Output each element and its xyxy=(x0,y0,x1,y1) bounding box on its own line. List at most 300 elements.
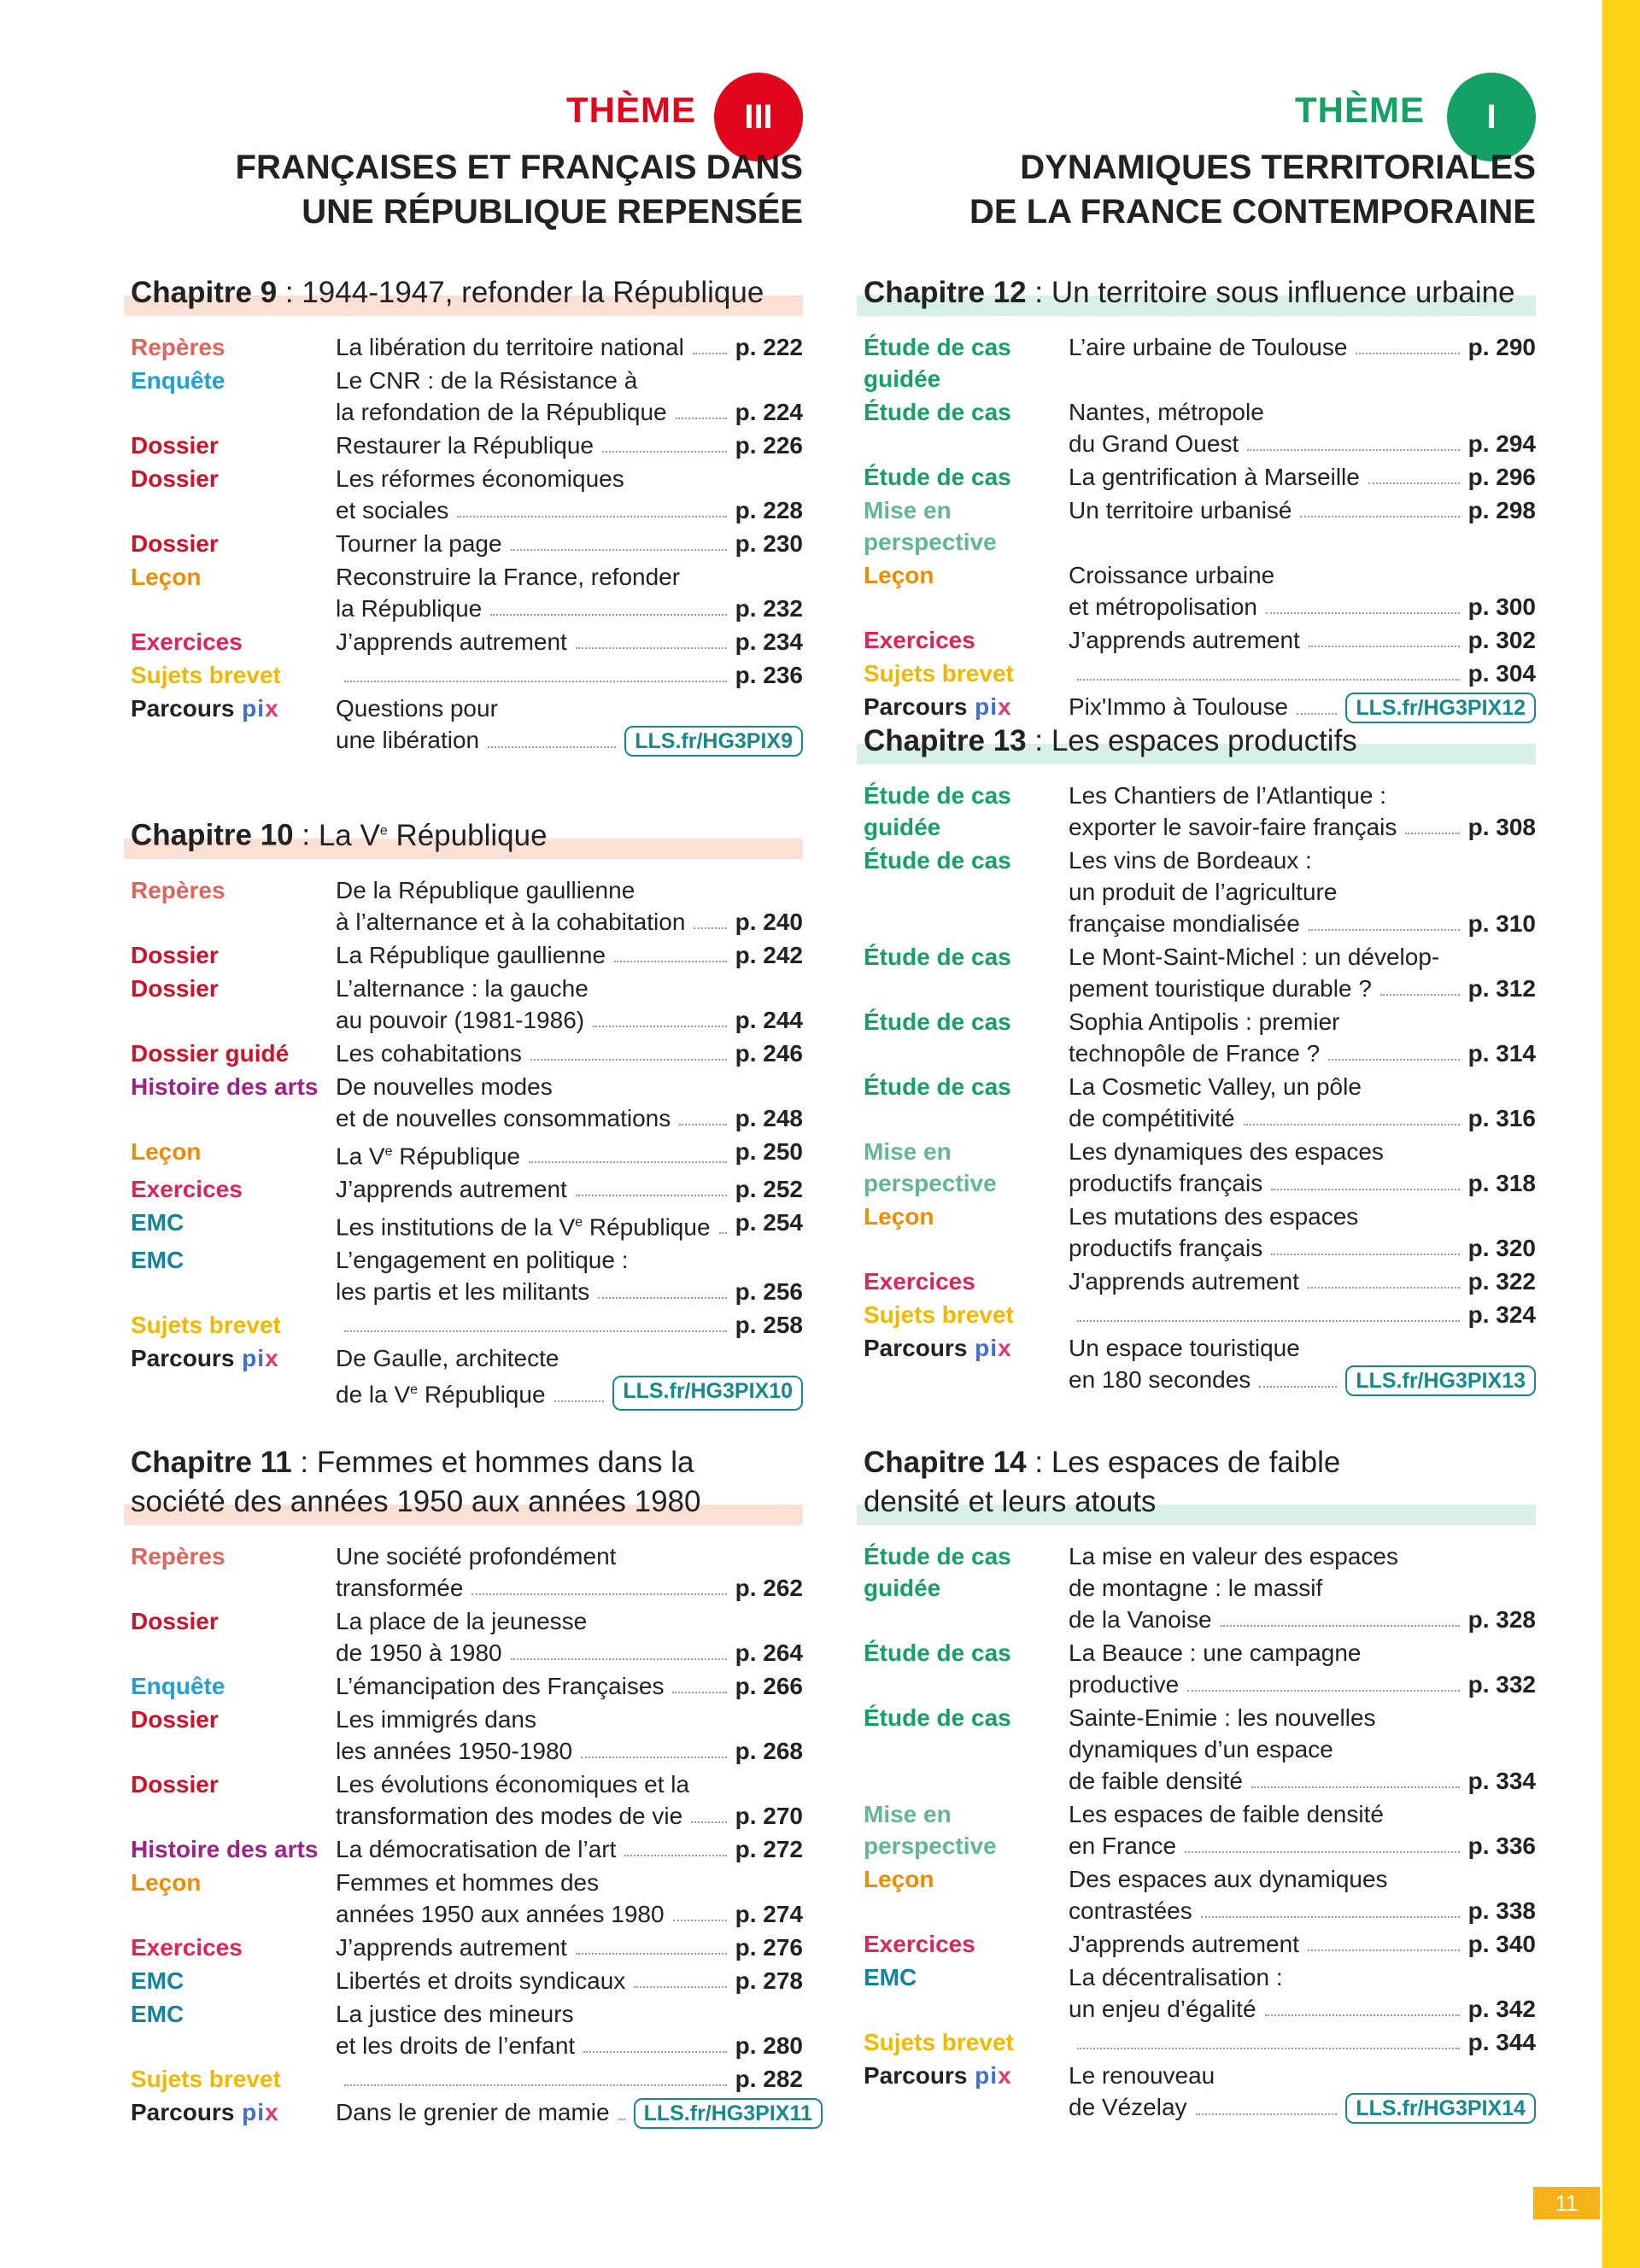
entry-text: Une société profondément xyxy=(336,1543,617,1569)
entry-body xyxy=(336,365,803,428)
page-ref[interactable]: p. 332 xyxy=(1467,1671,1536,1698)
entry-text: au pouvoir (1981-1986) xyxy=(336,1006,585,1033)
toc-entry xyxy=(857,396,1536,459)
entry-line xyxy=(336,1998,803,2030)
entry-category: Enquête xyxy=(131,1673,226,1699)
page-ref[interactable]: p. 242 xyxy=(735,941,803,968)
entry-body xyxy=(1069,1299,1536,1330)
page-ref[interactable]: p. 344 xyxy=(1467,2029,1536,2055)
page-ref[interactable]: p. 224 xyxy=(735,399,803,425)
entry-line xyxy=(1069,1669,1536,1700)
entry-body xyxy=(1069,845,1536,939)
chapter-separator: : xyxy=(1026,276,1051,309)
chapter-separator: : xyxy=(293,818,319,852)
entry-line xyxy=(1069,461,1536,493)
entry-text: La Cosmetic Valley, un pôle xyxy=(1069,1073,1362,1100)
column-theme-iii xyxy=(124,0,812,2125)
chapter-title xyxy=(124,273,803,313)
entry-line xyxy=(1069,1604,1536,1635)
toc-entry xyxy=(124,1540,803,1604)
chapter-number: Chapitre 12 xyxy=(864,276,1027,309)
entry-line xyxy=(1069,1006,1536,1038)
page-ref[interactable]: p. 222 xyxy=(735,334,803,360)
toc-entry xyxy=(124,1309,803,1341)
dot-leader xyxy=(581,1735,726,1758)
entry-line xyxy=(1069,811,1536,843)
page-ref[interactable]: p. 234 xyxy=(735,628,803,655)
page-ref[interactable]: p. 262 xyxy=(735,1575,803,1601)
toc-entry xyxy=(124,1173,803,1205)
theme-title xyxy=(857,145,1536,234)
entry-category: Étude de cas xyxy=(864,1008,1011,1035)
chapter-separator: : xyxy=(291,1446,317,1479)
chapter-title-line xyxy=(864,273,1529,313)
pix-link[interactable]: LLS.fr/HG3PIX11 xyxy=(634,2098,823,2129)
entry-text: Les institutions de la Ve République xyxy=(336,1213,711,1241)
entry-category: Étude de cas xyxy=(864,847,1011,874)
toc-entry-list xyxy=(124,1540,812,2129)
entry-text: de montagne : le massif xyxy=(1069,1575,1323,1601)
dot-leader xyxy=(602,430,727,453)
entry-text: du Grand Ouest xyxy=(1069,430,1239,457)
dot-leader xyxy=(691,1800,726,1823)
toc-entry xyxy=(124,1038,803,1069)
entry-line xyxy=(1069,1928,1536,1960)
entry-category: Étude de cas xyxy=(864,1640,1011,1666)
chapter-separator: : xyxy=(277,276,302,309)
toc-entry xyxy=(124,430,803,461)
entry-category: Exercices xyxy=(131,1175,243,1202)
entry-body xyxy=(336,1670,803,1702)
entry-text: Un territoire urbanisé xyxy=(1069,497,1292,523)
entry-text: productive xyxy=(1069,1671,1180,1698)
entry-line xyxy=(336,626,803,658)
dot-leader xyxy=(511,1637,727,1660)
entry-text: la République xyxy=(336,595,483,622)
toc-entry xyxy=(857,2026,1536,2058)
entry-line xyxy=(336,331,803,363)
entry-category: Repères xyxy=(131,1543,226,1569)
chapter-number: Chapitre 13 xyxy=(864,724,1027,757)
page-ref[interactable]: p. 298 xyxy=(1467,497,1536,523)
entry-line xyxy=(336,1276,803,1307)
toc-entry xyxy=(857,1266,1536,1297)
entry-text: L’aire urbaine de Toulouse xyxy=(1069,334,1348,360)
entry-text: Sainte-Enimie : les nouvelles xyxy=(1069,1704,1376,1731)
chapter-title xyxy=(857,273,1536,313)
entry-text: en 180 secondes xyxy=(1069,1366,1251,1393)
entry-line xyxy=(336,1932,803,1963)
chapter-title-line xyxy=(864,1482,1529,1522)
page-ref[interactable]: p. 314 xyxy=(1467,1040,1536,1067)
entry-text: J'apprends autrement xyxy=(1069,1268,1299,1295)
entry-line xyxy=(336,659,803,691)
page-ref[interactable]: p. 258 xyxy=(735,1312,803,1339)
page-ref[interactable]: p. 340 xyxy=(1467,1931,1536,1957)
entry-body xyxy=(336,1965,803,1996)
entry-text: de la Ve République xyxy=(336,1381,546,1408)
page-ref[interactable]: p. 256 xyxy=(735,1278,803,1306)
pix-link[interactable]: LLS.fr/HG3PIX13 xyxy=(1345,1365,1536,1396)
page-ref[interactable]: p. 246 xyxy=(735,1039,803,1067)
entry-line xyxy=(336,1309,803,1341)
entry-body xyxy=(1069,331,1536,395)
toc-entry xyxy=(857,1136,1536,1199)
entry-line xyxy=(1069,331,1536,363)
entry-body xyxy=(336,2096,823,2129)
entry-text: J’apprends autrement xyxy=(336,628,567,655)
chapter-block xyxy=(124,1443,812,2131)
page-ref[interactable]: p. 274 xyxy=(735,1901,803,1927)
dot-leader xyxy=(344,659,727,682)
entry-line xyxy=(336,1867,803,1898)
entry-body xyxy=(336,1173,803,1205)
page-ref[interactable]: p. 300 xyxy=(1467,593,1536,620)
entry-category: Leçon xyxy=(864,562,934,588)
entry-text: Les évolutions économiques et la xyxy=(336,1771,690,1797)
entry-text: L’alternance : la gauche xyxy=(336,974,589,1002)
page-ref[interactable]: p. 296 xyxy=(1467,464,1536,490)
theme-header xyxy=(124,0,803,256)
toc-entry xyxy=(124,1244,803,1307)
entry-body xyxy=(1069,780,1536,843)
entry-text: La Beauce : une campagne xyxy=(1069,1640,1362,1666)
chapter-title-line xyxy=(131,273,796,313)
entry-body xyxy=(1069,1928,1536,1960)
pix-link[interactable]: LLS.fr/HG3PIX10 xyxy=(612,1376,803,1410)
page-ref[interactable]: p. 318 xyxy=(1467,1170,1536,1196)
page-ref[interactable]: p. 240 xyxy=(735,908,803,935)
dot-leader xyxy=(1368,461,1460,484)
page-ref[interactable]: p. 316 xyxy=(1467,1105,1536,1131)
toc-entry xyxy=(124,1768,803,1832)
dot-leader xyxy=(1251,1765,1460,1788)
pix-link[interactable]: LLS.fr/HG3PIX9 xyxy=(624,726,803,757)
entry-body xyxy=(336,430,803,461)
dot-leader xyxy=(472,1572,726,1595)
entry-line xyxy=(336,1637,803,1669)
toc-entry xyxy=(124,331,803,363)
page-ref[interactable]: p. 270 xyxy=(735,1803,803,1829)
dot-leader xyxy=(1308,1266,1460,1289)
toc-entry xyxy=(857,331,1536,395)
page-ref[interactable]: p. 342 xyxy=(1467,1996,1536,2022)
entry-text: transformée xyxy=(336,1575,464,1601)
dot-leader xyxy=(1196,2091,1338,2115)
dot-leader xyxy=(673,1898,727,1921)
pix-link[interactable]: LLS.fr/HG3PIX14 xyxy=(1345,2093,1536,2124)
entry-text: les années 1950-1980 xyxy=(336,1738,573,1764)
entry-line xyxy=(336,1038,803,1069)
entry-category: Dossier xyxy=(131,465,219,492)
entry-line xyxy=(336,528,803,559)
toc-entry xyxy=(857,941,1536,1004)
dot-leader xyxy=(576,1932,727,1955)
page-ref[interactable]: p. 244 xyxy=(735,1006,803,1033)
entry-body xyxy=(336,626,803,658)
entry-line xyxy=(1069,845,1536,876)
dot-leader xyxy=(1244,1102,1460,1125)
dot-leader xyxy=(1185,1830,1460,1853)
entry-body xyxy=(336,1867,803,1930)
page-ref[interactable]: p. 276 xyxy=(735,1934,803,1961)
entry-text: de Vézelay xyxy=(1069,2094,1187,2120)
toc-entry xyxy=(857,691,1536,723)
parcours-label: Parcours xyxy=(131,1345,235,1372)
parcours-label: Parcours xyxy=(131,695,235,722)
toc-entry xyxy=(124,939,803,971)
theme-title-line: FRANÇAISES ET FRANÇAIS DANS xyxy=(235,149,803,186)
entry-text: La Ve République xyxy=(336,1142,520,1169)
entry-category: EMC xyxy=(131,1967,184,1994)
page-ref[interactable]: p. 282 xyxy=(735,2066,803,2092)
page-ref[interactable]: p. 252 xyxy=(735,1175,803,1202)
entry-text: les partis et les militants xyxy=(336,1278,590,1306)
entry-text: technopôle de France ? xyxy=(1069,1040,1321,1067)
entry-text: productifs français xyxy=(1069,1235,1263,1261)
toc-entry-list xyxy=(124,874,803,1411)
chapter-number: Chapitre 9 xyxy=(131,276,278,309)
chapter-title-text: La Ve République xyxy=(318,818,548,852)
entry-text: Pix'Immo à Toulouse xyxy=(1069,693,1288,720)
page-ref[interactable]: p. 336 xyxy=(1467,1833,1536,1859)
dot-leader xyxy=(1187,1669,1459,1692)
entry-category: Sujets brevet xyxy=(864,660,1014,687)
entry-line xyxy=(336,724,803,757)
entry-text: une libération xyxy=(336,727,480,753)
page-ref[interactable]: p. 266 xyxy=(735,1673,803,1699)
toc-entry xyxy=(124,1136,803,1172)
entry-text: française mondialisée xyxy=(1069,910,1300,937)
entry-line xyxy=(336,2063,803,2095)
page-ref[interactable]: p. 280 xyxy=(735,2032,803,2059)
entry-text: Femmes et hommes des xyxy=(336,1869,600,1896)
entry-line xyxy=(336,973,803,1004)
dot-leader xyxy=(490,593,726,616)
dot-leader xyxy=(583,2030,726,2053)
entry-body xyxy=(336,973,803,1036)
toc-entry xyxy=(857,1702,1536,1797)
page-ref[interactable]: p. 328 xyxy=(1467,1606,1536,1633)
pix-logo: pix xyxy=(234,695,279,722)
entry-text: Le CNR : de la Résistance à xyxy=(336,367,638,394)
entry-category: Exercices xyxy=(864,1931,975,1957)
theme-number-badge: I xyxy=(1447,73,1536,161)
toc-entry xyxy=(857,1798,1536,1862)
entry-text: un produit de l’agriculture xyxy=(1069,879,1338,905)
toc-entry-list xyxy=(857,1540,1536,2124)
toc-entry xyxy=(124,1704,803,1767)
page-ref[interactable]: p. 324 xyxy=(1467,1301,1536,1328)
dot-leader xyxy=(676,396,727,419)
chapter-title-text: Femmes et hommes dans la xyxy=(316,1446,694,1479)
dot-leader xyxy=(1297,691,1337,715)
dot-leader xyxy=(457,494,726,517)
entry-body xyxy=(336,1768,803,1832)
toc-entry xyxy=(857,559,1536,623)
entry-text: De Gaulle, architecte xyxy=(336,1345,559,1372)
page-ref[interactable]: p. 308 xyxy=(1467,814,1536,840)
toc-entry xyxy=(124,626,803,658)
page-ref[interactable]: p. 232 xyxy=(735,595,803,622)
page-ref[interactable]: p. 226 xyxy=(735,432,803,459)
page-ref[interactable]: p. 228 xyxy=(735,497,803,523)
entry-line xyxy=(1069,1232,1536,1264)
page-ref[interactable]: p. 320 xyxy=(1467,1235,1536,1261)
entry-line xyxy=(336,906,803,938)
entry-line xyxy=(336,593,803,624)
dot-leader xyxy=(576,626,727,649)
chapter-title-text: 1944-1947, refonder la République xyxy=(302,276,764,309)
page-ref[interactable]: p. 236 xyxy=(735,662,803,688)
entry-body xyxy=(1069,1332,1536,1396)
toc-entry xyxy=(124,1207,803,1242)
toc-entry xyxy=(857,1961,1536,2025)
entry-text: Le renouveau xyxy=(1069,2062,1215,2089)
toc-entry xyxy=(857,1863,1536,1926)
entry-category: Leçon xyxy=(131,564,202,590)
entry-category xyxy=(857,691,1069,723)
entry-category xyxy=(124,693,336,757)
toc-entry xyxy=(124,659,803,691)
page-ref[interactable]: p. 290 xyxy=(1467,334,1536,360)
entry-text: Les Chantiers de l’Atlantique : xyxy=(1069,782,1386,809)
entry-category: Sujets brevet xyxy=(864,1301,1014,1328)
toc-entry xyxy=(857,2060,1536,2124)
entry-category: EMC xyxy=(131,1247,184,1274)
page-ref[interactable]: p. 248 xyxy=(735,1104,803,1131)
entry-line xyxy=(336,1004,803,1036)
toc-entry xyxy=(124,1932,803,1963)
entry-text: J’apprends autrement xyxy=(336,1175,567,1202)
entry-line xyxy=(336,1071,803,1102)
dot-leader xyxy=(488,724,616,748)
entry-body xyxy=(1069,691,1536,723)
entry-line xyxy=(1069,1830,1536,1862)
page-ref[interactable]: p. 304 xyxy=(1467,660,1536,687)
entry-line xyxy=(1069,2091,1536,2124)
entry-line xyxy=(336,1605,803,1637)
entry-category: Étude de cas xyxy=(864,1704,1011,1731)
entry-line xyxy=(1069,1201,1536,1232)
entry-line xyxy=(1069,1332,1536,1364)
page-ref[interactable]: p. 312 xyxy=(1467,975,1536,1002)
entry-line xyxy=(336,1136,803,1172)
entry-category: Enquête xyxy=(131,367,226,394)
pix-logo: pix xyxy=(967,1335,1012,1361)
entry-text: transformation des modes de vie xyxy=(336,1803,683,1829)
entry-body xyxy=(336,1998,803,2061)
pix-logo: pix xyxy=(234,2099,279,2125)
page-ref[interactable]: p. 334 xyxy=(1467,1768,1536,1794)
entry-body xyxy=(336,2063,803,2095)
dot-leader xyxy=(1201,1895,1460,1918)
entry-body xyxy=(1069,941,1536,1004)
chapter-title-line xyxy=(864,722,1529,761)
entry-body xyxy=(336,1342,803,1410)
dot-leader xyxy=(1300,494,1459,517)
chapter-number: Chapitre 10 xyxy=(131,818,294,852)
entry-category: Repères xyxy=(131,876,226,903)
theme-title-line: DYNAMIQUES TERRITORIALES xyxy=(1020,149,1536,186)
toc-entry xyxy=(857,780,1536,843)
entry-line xyxy=(336,2030,803,2061)
entry-category xyxy=(124,2096,336,2129)
entry-category: Étude de cas xyxy=(864,464,1011,490)
chapter-block xyxy=(124,811,803,1412)
entry-text: Les réformes économiques xyxy=(336,465,624,492)
dot-leader xyxy=(1265,1993,1460,2016)
entry-category: Histoire des arts xyxy=(131,1836,319,1862)
entry-category: Étude de cas guidée xyxy=(864,782,1011,840)
entry-line xyxy=(336,1800,803,1832)
entry-category: Leçon xyxy=(864,1866,934,1892)
entry-body xyxy=(336,1932,803,1963)
page-ref[interactable]: p. 294 xyxy=(1467,430,1536,457)
page-ref[interactable]: p. 268 xyxy=(735,1738,803,1764)
entry-text: J’apprends autrement xyxy=(1069,627,1300,653)
page-ref[interactable]: p. 230 xyxy=(735,530,803,557)
page-ref[interactable]: p. 250 xyxy=(735,1137,803,1165)
dot-leader xyxy=(618,2096,625,2120)
entry-category: Mise en perspective xyxy=(864,1801,997,1859)
page-ref[interactable]: p. 310 xyxy=(1467,910,1536,937)
entry-body xyxy=(336,1833,803,1865)
page-ref[interactable]: p. 272 xyxy=(735,1836,803,1862)
entry-text: Reconstruire la France, refonder xyxy=(336,564,681,590)
page-ref[interactable]: p. 322 xyxy=(1467,1268,1536,1295)
dot-leader xyxy=(593,1004,727,1027)
chapter-number: Chapitre 14 xyxy=(864,1446,1027,1479)
entry-body xyxy=(1069,624,1536,656)
dot-leader xyxy=(693,331,727,354)
toc-entry xyxy=(124,874,803,938)
entry-body xyxy=(336,463,803,526)
chapter-title-line xyxy=(131,811,796,856)
chapter-title xyxy=(124,1443,803,1522)
dot-leader xyxy=(1221,1604,1460,1627)
toc-entry-list xyxy=(124,331,803,757)
page-ref[interactable]: p. 278 xyxy=(735,1967,803,1994)
pix-link[interactable]: LLS.fr/HG3PIX12 xyxy=(1345,693,1536,723)
entry-body xyxy=(1069,1136,1536,1199)
dot-leader xyxy=(1077,658,1460,681)
dot-leader xyxy=(344,1309,727,1332)
entry-body xyxy=(1069,1798,1536,1862)
theme-title-line: UNE RÉPUBLIQUE REPENSÉE xyxy=(302,193,803,231)
entry-line xyxy=(336,1833,803,1865)
entry-line xyxy=(336,1173,803,1205)
page-ref[interactable]: p. 302 xyxy=(1467,627,1536,653)
entry-text: de compétitivité xyxy=(1069,1105,1235,1131)
entry-line xyxy=(1069,1798,1536,1830)
entry-body xyxy=(1069,494,1536,558)
entry-category: Étude de cas xyxy=(864,399,1011,425)
dot-leader xyxy=(679,1102,726,1125)
page-ref[interactable]: p. 254 xyxy=(735,1208,803,1236)
pix-logo: pix xyxy=(967,693,1012,720)
page-ref[interactable]: p. 264 xyxy=(735,1640,803,1666)
dot-leader xyxy=(1356,331,1459,354)
chapter-title-line xyxy=(131,1482,796,1522)
entry-body xyxy=(1069,2060,1536,2124)
dot-leader xyxy=(672,1670,726,1693)
entry-category: Mise en perspective xyxy=(864,497,997,555)
entry-text: La gentrification à Marseille xyxy=(1069,464,1360,490)
page-ref[interactable]: p. 338 xyxy=(1467,1897,1536,1924)
column-theme-i xyxy=(857,0,1536,2120)
entry-category xyxy=(857,1332,1069,1396)
